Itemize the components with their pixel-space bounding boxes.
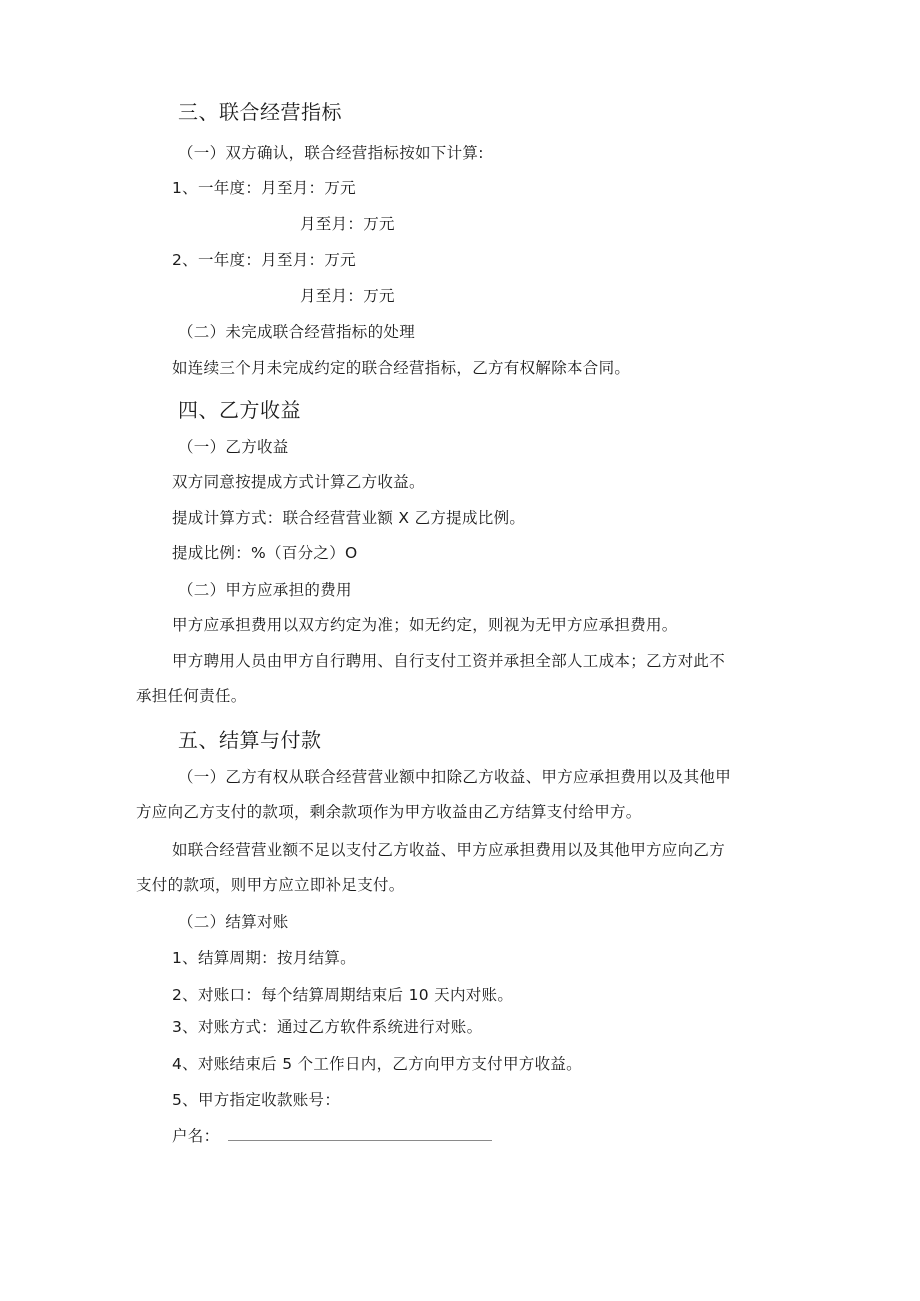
account-name-label: 户名：: [172, 1127, 220, 1145]
section-5-item-5: 5、甲方指定收款账号：: [172, 1091, 341, 1109]
section-3-item-1-cont: 月至月：万元: [300, 215, 395, 233]
section-4-para-5-line-2: 承担任何责任。: [136, 687, 247, 705]
section-4-sub-2: （二）甲方应承担的费用: [178, 581, 352, 599]
section-3-item-2-cont: 月至月：万元: [300, 287, 395, 305]
account-name-blank-line: [228, 1140, 492, 1141]
section-4-heading: 四、乙方收益: [178, 398, 301, 422]
section-5-sub-2: （二）结算对账: [178, 913, 289, 931]
section-3-para: 如连续三个月未完成约定的联合经营指标，乙方有权解除本合同。: [172, 359, 631, 377]
section-5-heading: 五、结算与付款: [178, 728, 322, 752]
section-4-para-3: 提成比例：%（百分之）O: [172, 544, 358, 562]
section-5-para-2-line-2: 支付的款项，则甲方应立即补足支付。: [136, 876, 405, 894]
section-5-para-1-line-2: 方应向乙方支付的款项，剩余款项作为甲方收益由乙方结算支付给甲方。: [136, 803, 642, 821]
section-4-para-4: 甲方应承担费用以双方约定为准；如无约定，则视为无甲方应承担费用。: [172, 616, 678, 634]
section-3-sub-2: （二）未完成联合经营指标的处理: [178, 323, 416, 341]
section-5-item-4: 4、对账结束后 5 个工作日内，乙方向甲方支付甲方收益。: [172, 1055, 582, 1073]
section-5-para-1-line-1: （一）乙方有权从联合经营营业额中扣除乙方收益、甲方应承担费用以及其他甲: [178, 768, 732, 786]
section-3-sub-1: （一）双方确认，联合经营指标按如下计算:: [178, 144, 484, 162]
section-3-item-1: 1、一年度：月至月：万元: [172, 179, 356, 197]
section-4-sub-1: （一）乙方收益: [178, 438, 289, 456]
section-5-para-2-line-1: 如联合经营营业额不足以支付乙方收益、甲方应承担费用以及其他甲方应向乙方: [172, 841, 726, 859]
section-3-item-2: 2、一年度：月至月：万元: [172, 251, 356, 269]
section-5-item-3: 3、对账方式：通过乙方软件系统进行对账。: [172, 1018, 483, 1036]
section-4-para-5-line-1: 甲方聘用人员由甲方自行聘用、自行支付工资并承担全部人工成本；乙方对此不: [172, 652, 726, 670]
section-4-para-2: 提成计算方式：联合经营营业额 X 乙方提成比例。: [172, 509, 526, 527]
section-3-heading: 三、联合经营指标: [178, 100, 342, 124]
section-4-para-1: 双方同意按提成方式计算乙方收益。: [172, 473, 425, 491]
section-5-item-2: 2、对账口：每个结算周期结束后 10 天内对账。: [172, 986, 514, 1004]
section-5-item-1: 1、结算周期：按月结算。: [172, 949, 356, 967]
